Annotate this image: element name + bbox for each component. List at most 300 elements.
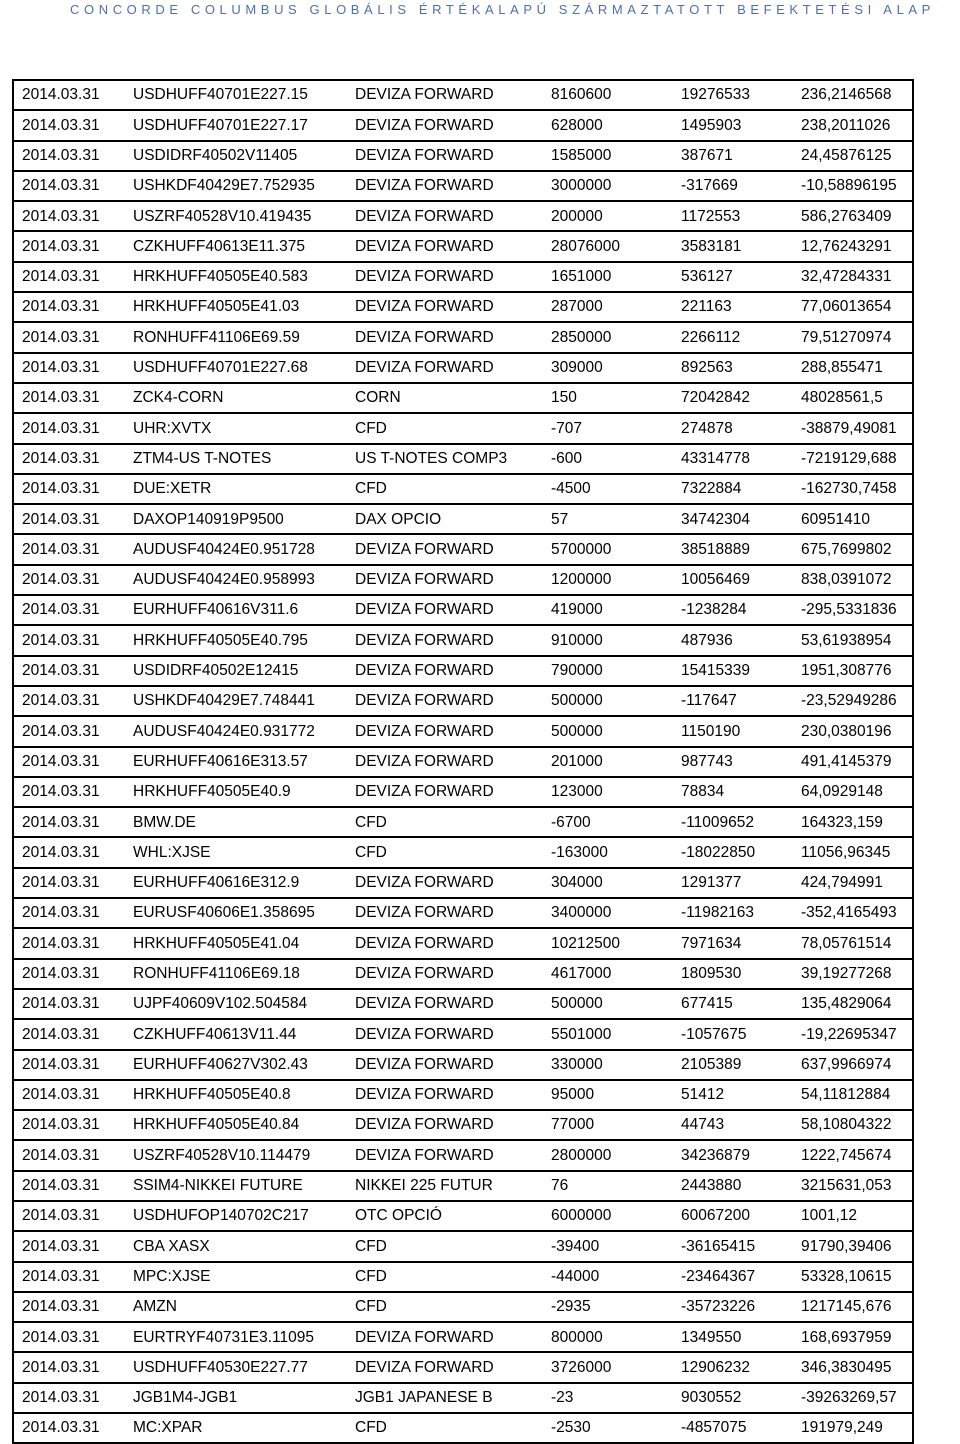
- instrument-cell: HRKHUFF40505E40.583: [125, 262, 347, 292]
- type-cell: DEVIZA FORWARD: [347, 868, 543, 898]
- type-cell: DEVIZA FORWARD: [347, 231, 543, 261]
- table-row: [13, 1383, 913, 1413]
- market-value-cell: -4857075: [673, 1413, 793, 1443]
- type-cell: DEVIZA FORWARD: [347, 747, 543, 777]
- date-cell: 2014.03.31: [13, 807, 125, 837]
- type-cell: CFD: [347, 1262, 543, 1292]
- market-value-cell: -117647: [673, 686, 793, 716]
- price-cell: 586,2763409: [793, 201, 913, 231]
- market-value-cell: 892563: [673, 353, 793, 383]
- table-row: [13, 928, 913, 958]
- date-cell: 2014.03.31: [13, 959, 125, 989]
- type-cell: CFD: [347, 413, 543, 443]
- price-cell: 238,2011026: [793, 110, 913, 140]
- holdings-table: [12, 79, 914, 1444]
- quantity-cell: 123000: [543, 777, 673, 807]
- date-cell: 2014.03.31: [13, 1201, 125, 1231]
- table-row: [13, 777, 913, 807]
- quantity-cell: 95000: [543, 1080, 673, 1110]
- price-cell: 230,0380196: [793, 716, 913, 746]
- market-value-cell: 221163: [673, 292, 793, 322]
- type-cell: OTC OPCIÓ: [347, 1201, 543, 1231]
- instrument-cell: SSIM4-NIKKEI FUTURE: [125, 1171, 347, 1201]
- instrument-cell: BMW.DE: [125, 807, 347, 837]
- type-cell: CFD: [347, 837, 543, 867]
- market-value-cell: 987743: [673, 747, 793, 777]
- instrument-cell: USZRF40528V10.114479: [125, 1140, 347, 1170]
- quantity-cell: 6000000: [543, 1201, 673, 1231]
- market-value-cell: 72042842: [673, 383, 793, 413]
- price-cell: 11056,96345: [793, 837, 913, 867]
- price-cell: 346,3830495: [793, 1352, 913, 1382]
- date-cell: 2014.03.31: [13, 1413, 125, 1443]
- type-cell: DEVIZA FORWARD: [347, 1050, 543, 1080]
- date-cell: 2014.03.31: [13, 747, 125, 777]
- market-value-cell: 78834: [673, 777, 793, 807]
- market-value-cell: 1809530: [673, 959, 793, 989]
- price-cell: 164323,159: [793, 807, 913, 837]
- price-cell: 32,47284331: [793, 262, 913, 292]
- date-cell: 2014.03.31: [13, 1171, 125, 1201]
- quantity-cell: 910000: [543, 625, 673, 655]
- type-cell: DEVIZA FORWARD: [347, 262, 543, 292]
- date-cell: 2014.03.31: [13, 928, 125, 958]
- date-cell: 2014.03.31: [13, 80, 125, 110]
- market-value-cell: -1057675: [673, 1019, 793, 1049]
- price-cell: -352,4165493: [793, 898, 913, 928]
- quantity-cell: 77000: [543, 1110, 673, 1140]
- date-cell: 2014.03.31: [13, 1322, 125, 1352]
- table-row: [13, 837, 913, 867]
- quantity-cell: -23: [543, 1383, 673, 1413]
- date-cell: 2014.03.31: [13, 201, 125, 231]
- type-cell: DEVIZA FORWARD: [347, 1322, 543, 1352]
- instrument-cell: RONHUFF41106E69.59: [125, 322, 347, 352]
- market-value-cell: 15415339: [673, 656, 793, 686]
- market-value-cell: 34236879: [673, 1140, 793, 1170]
- instrument-cell: CBA XASX: [125, 1231, 347, 1261]
- date-cell: 2014.03.31: [13, 1019, 125, 1049]
- type-cell: CFD: [347, 474, 543, 504]
- instrument-cell: RONHUFF41106E69.18: [125, 959, 347, 989]
- date-cell: 2014.03.31: [13, 1050, 125, 1080]
- price-cell: -7219129,688: [793, 444, 913, 474]
- price-cell: 48028561,5: [793, 383, 913, 413]
- price-cell: 77,06013654: [793, 292, 913, 322]
- date-cell: 2014.03.31: [13, 1080, 125, 1110]
- price-cell: 135,4829064: [793, 989, 913, 1019]
- type-cell: DEVIZA FORWARD: [347, 777, 543, 807]
- quantity-cell: 500000: [543, 989, 673, 1019]
- instrument-cell: HRKHUFF40505E41.04: [125, 928, 347, 958]
- price-cell: 39,19277268: [793, 959, 913, 989]
- instrument-cell: AUDUSF40424E0.951728: [125, 534, 347, 564]
- market-value-cell: -23464367: [673, 1262, 793, 1292]
- table-row: [13, 80, 913, 110]
- instrument-cell: AUDUSF40424E0.931772: [125, 716, 347, 746]
- instrument-cell: USDHUFF40701E227.15: [125, 80, 347, 110]
- price-cell: 168,6937959: [793, 1322, 913, 1352]
- type-cell: DEVIZA FORWARD: [347, 80, 543, 110]
- table-row: [13, 201, 913, 231]
- market-value-cell: -18022850: [673, 837, 793, 867]
- quantity-cell: -6700: [543, 807, 673, 837]
- instrument-cell: UJPF40609V102.504584: [125, 989, 347, 1019]
- price-cell: 424,794991: [793, 868, 913, 898]
- instrument-cell: EURHUFF40627V302.43: [125, 1050, 347, 1080]
- date-cell: 2014.03.31: [13, 292, 125, 322]
- type-cell: CFD: [347, 1292, 543, 1322]
- instrument-cell: EURHUFF40616V311.6: [125, 595, 347, 625]
- table-row: [13, 747, 913, 777]
- instrument-cell: USDHUFF40701E227.68: [125, 353, 347, 383]
- table-row: [13, 1231, 913, 1261]
- table-row: [13, 231, 913, 261]
- table-row: [13, 1019, 913, 1049]
- market-value-cell: 51412: [673, 1080, 793, 1110]
- date-cell: 2014.03.31: [13, 868, 125, 898]
- price-cell: 79,51270974: [793, 322, 913, 352]
- quantity-cell: 3000000: [543, 171, 673, 201]
- date-cell: 2014.03.31: [13, 656, 125, 686]
- price-cell: 78,05761514: [793, 928, 913, 958]
- price-cell: -162730,7458: [793, 474, 913, 504]
- date-cell: 2014.03.31: [13, 686, 125, 716]
- type-cell: DEVIZA FORWARD: [347, 171, 543, 201]
- date-cell: 2014.03.31: [13, 110, 125, 140]
- market-value-cell: -317669: [673, 171, 793, 201]
- quantity-cell: -39400: [543, 1231, 673, 1261]
- price-cell: 491,4145379: [793, 747, 913, 777]
- table-row: [13, 1262, 913, 1292]
- type-cell: DEVIZA FORWARD: [347, 716, 543, 746]
- market-value-cell: 9030552: [673, 1383, 793, 1413]
- date-cell: 2014.03.31: [13, 1292, 125, 1322]
- quantity-cell: 28076000: [543, 231, 673, 261]
- date-cell: 2014.03.31: [13, 625, 125, 655]
- type-cell: DAX OPCIO: [347, 504, 543, 534]
- instrument-cell: AMZN: [125, 1292, 347, 1322]
- quantity-cell: 150: [543, 383, 673, 413]
- instrument-cell: DUE:XETR: [125, 474, 347, 504]
- table-row: [13, 898, 913, 928]
- price-cell: 1222,745674: [793, 1140, 913, 1170]
- date-cell: 2014.03.31: [13, 262, 125, 292]
- table-row: [13, 171, 913, 201]
- quantity-cell: -44000: [543, 1262, 673, 1292]
- date-cell: 2014.03.31: [13, 413, 125, 443]
- date-cell: 2014.03.31: [13, 1231, 125, 1261]
- market-value-cell: 12906232: [673, 1352, 793, 1382]
- table-row: [13, 1080, 913, 1110]
- type-cell: JGB1 JAPANESE B: [347, 1383, 543, 1413]
- quantity-cell: 57: [543, 504, 673, 534]
- market-value-cell: 1172553: [673, 201, 793, 231]
- quantity-cell: 8160600: [543, 80, 673, 110]
- table-row: [13, 595, 913, 625]
- date-cell: 2014.03.31: [13, 898, 125, 928]
- holdings-table-body: [13, 80, 913, 1443]
- type-cell: DEVIZA FORWARD: [347, 534, 543, 564]
- table-row: [13, 716, 913, 746]
- date-cell: 2014.03.31: [13, 777, 125, 807]
- table-row: [13, 262, 913, 292]
- price-cell: 1217145,676: [793, 1292, 913, 1322]
- instrument-cell: MC:XPAR: [125, 1413, 347, 1443]
- price-cell: -23,52949286: [793, 686, 913, 716]
- table-row: [13, 444, 913, 474]
- instrument-cell: EURUSF40606E1.358695: [125, 898, 347, 928]
- instrument-cell: USZRF40528V10.419435: [125, 201, 347, 231]
- date-cell: 2014.03.31: [13, 534, 125, 564]
- price-cell: 53328,10615: [793, 1262, 913, 1292]
- price-cell: -10,58896195: [793, 171, 913, 201]
- instrument-cell: CZKHUFF40613E11.375: [125, 231, 347, 261]
- price-cell: 236,2146568: [793, 80, 913, 110]
- type-cell: CFD: [347, 1413, 543, 1443]
- market-value-cell: -36165415: [673, 1231, 793, 1261]
- quantity-cell: 201000: [543, 747, 673, 777]
- date-cell: 2014.03.31: [13, 141, 125, 171]
- market-value-cell: 7322884: [673, 474, 793, 504]
- quantity-cell: 1585000: [543, 141, 673, 171]
- instrument-cell: AUDUSF40424E0.958993: [125, 565, 347, 595]
- type-cell: DEVIZA FORWARD: [347, 656, 543, 686]
- type-cell: DEVIZA FORWARD: [347, 928, 543, 958]
- market-value-cell: 43314778: [673, 444, 793, 474]
- price-cell: -38879,49081: [793, 413, 913, 443]
- quantity-cell: -163000: [543, 837, 673, 867]
- market-value-cell: -35723226: [673, 1292, 793, 1322]
- type-cell: DEVIZA FORWARD: [347, 565, 543, 595]
- market-value-cell: 677415: [673, 989, 793, 1019]
- table-row: [13, 868, 913, 898]
- market-value-cell: 1349550: [673, 1322, 793, 1352]
- quantity-cell: 2850000: [543, 322, 673, 352]
- type-cell: NIKKEI 225 FUTUR: [347, 1171, 543, 1201]
- quantity-cell: 200000: [543, 201, 673, 231]
- type-cell: DEVIZA FORWARD: [347, 1140, 543, 1170]
- table-row: [13, 110, 913, 140]
- table-row: [13, 353, 913, 383]
- market-value-cell: -11982163: [673, 898, 793, 928]
- price-cell: 1951,308776: [793, 656, 913, 686]
- quantity-cell: 1200000: [543, 565, 673, 595]
- market-value-cell: 536127: [673, 262, 793, 292]
- date-cell: 2014.03.31: [13, 1110, 125, 1140]
- date-cell: 2014.03.31: [13, 353, 125, 383]
- quantity-cell: 1651000: [543, 262, 673, 292]
- type-cell: CFD: [347, 807, 543, 837]
- instrument-cell: EURHUFF40616E313.57: [125, 747, 347, 777]
- instrument-cell: USDIDRF40502E12415: [125, 656, 347, 686]
- price-cell: 3215631,053: [793, 1171, 913, 1201]
- quantity-cell: 309000: [543, 353, 673, 383]
- type-cell: DEVIZA FORWARD: [347, 110, 543, 140]
- instrument-cell: HRKHUFF40505E41.03: [125, 292, 347, 322]
- date-cell: 2014.03.31: [13, 231, 125, 261]
- type-cell: CFD: [347, 1231, 543, 1261]
- table-row: [13, 1171, 913, 1201]
- table-row: [13, 1292, 913, 1322]
- table-row: [13, 534, 913, 564]
- market-value-cell: 2443880: [673, 1171, 793, 1201]
- instrument-cell: JGB1M4-JGB1: [125, 1383, 347, 1413]
- table-row: [13, 807, 913, 837]
- instrument-cell: ZTM4-US T-NOTES: [125, 444, 347, 474]
- instrument-cell: USDHUFOP140702C217: [125, 1201, 347, 1231]
- date-cell: 2014.03.31: [13, 565, 125, 595]
- type-cell: DEVIZA FORWARD: [347, 141, 543, 171]
- market-value-cell: 38518889: [673, 534, 793, 564]
- type-cell: DEVIZA FORWARD: [347, 1019, 543, 1049]
- price-cell: 191979,249: [793, 1413, 913, 1443]
- table-row: [13, 141, 913, 171]
- price-cell: 24,45876125: [793, 141, 913, 171]
- market-value-cell: 10056469: [673, 565, 793, 595]
- quantity-cell: 3400000: [543, 898, 673, 928]
- price-cell: 53,61938954: [793, 625, 913, 655]
- date-cell: 2014.03.31: [13, 1383, 125, 1413]
- table-row: [13, 1322, 913, 1352]
- quantity-cell: 304000: [543, 868, 673, 898]
- price-cell: -295,5331836: [793, 595, 913, 625]
- type-cell: DEVIZA FORWARD: [347, 1352, 543, 1382]
- type-cell: DEVIZA FORWARD: [347, 353, 543, 383]
- quantity-cell: 628000: [543, 110, 673, 140]
- market-value-cell: -1238284: [673, 595, 793, 625]
- instrument-cell: CZKHUFF40613V11.44: [125, 1019, 347, 1049]
- quantity-cell: 500000: [543, 686, 673, 716]
- market-value-cell: 3583181: [673, 231, 793, 261]
- instrument-cell: EURHUFF40616E312.9: [125, 868, 347, 898]
- date-cell: 2014.03.31: [13, 1262, 125, 1292]
- instrument-cell: HRKHUFF40505E40.8: [125, 1080, 347, 1110]
- type-cell: DEVIZA FORWARD: [347, 201, 543, 231]
- table-row: [13, 1413, 913, 1443]
- instrument-cell: USHKDF40429E7.752935: [125, 171, 347, 201]
- quantity-cell: 4617000: [543, 959, 673, 989]
- price-cell: 58,10804322: [793, 1110, 913, 1140]
- table-row: [13, 989, 913, 1019]
- quantity-cell: 76: [543, 1171, 673, 1201]
- table-row: [13, 504, 913, 534]
- market-value-cell: 7971634: [673, 928, 793, 958]
- instrument-cell: ZCK4-CORN: [125, 383, 347, 413]
- price-cell: 1001,12: [793, 1201, 913, 1231]
- type-cell: DEVIZA FORWARD: [347, 686, 543, 716]
- quantity-cell: 800000: [543, 1322, 673, 1352]
- table-row: [13, 1110, 913, 1140]
- instrument-cell: USDHUFF40530E227.77: [125, 1352, 347, 1382]
- quantity-cell: -2935: [543, 1292, 673, 1322]
- instrument-cell: WHL:XJSE: [125, 837, 347, 867]
- price-cell: 838,0391072: [793, 565, 913, 595]
- price-cell: 54,11812884: [793, 1080, 913, 1110]
- type-cell: DEVIZA FORWARD: [347, 625, 543, 655]
- instrument-cell: HRKHUFF40505E40.9: [125, 777, 347, 807]
- type-cell: DEVIZA FORWARD: [347, 989, 543, 1019]
- market-value-cell: 1150190: [673, 716, 793, 746]
- price-cell: 637,9966974: [793, 1050, 913, 1080]
- date-cell: 2014.03.31: [13, 383, 125, 413]
- instrument-cell: USHKDF40429E7.748441: [125, 686, 347, 716]
- instrument-cell: HRKHUFF40505E40.84: [125, 1110, 347, 1140]
- table-row: [13, 474, 913, 504]
- market-value-cell: -11009652: [673, 807, 793, 837]
- price-cell: 64,0929148: [793, 777, 913, 807]
- quantity-cell: 2800000: [543, 1140, 673, 1170]
- market-value-cell: 2105389: [673, 1050, 793, 1080]
- table-row: [13, 565, 913, 595]
- market-value-cell: 60067200: [673, 1201, 793, 1231]
- quantity-cell: 3726000: [543, 1352, 673, 1382]
- type-cell: US T-NOTES COMP3: [347, 444, 543, 474]
- market-value-cell: 487936: [673, 625, 793, 655]
- table-row: [13, 322, 913, 352]
- instrument-cell: DAXOP140919P9500: [125, 504, 347, 534]
- price-cell: -39263269,57: [793, 1383, 913, 1413]
- date-cell: 2014.03.31: [13, 322, 125, 352]
- instrument-cell: HRKHUFF40505E40.795: [125, 625, 347, 655]
- quantity-cell: -4500: [543, 474, 673, 504]
- type-cell: DEVIZA FORWARD: [347, 1080, 543, 1110]
- market-value-cell: 1291377: [673, 868, 793, 898]
- price-cell: 12,76243291: [793, 231, 913, 261]
- type-cell: DEVIZA FORWARD: [347, 1110, 543, 1140]
- price-cell: 60951410: [793, 504, 913, 534]
- quantity-cell: 790000: [543, 656, 673, 686]
- market-value-cell: 34742304: [673, 504, 793, 534]
- quantity-cell: -2530: [543, 1413, 673, 1443]
- instrument-cell: USDIDRF40502V11405: [125, 141, 347, 171]
- type-cell: DEVIZA FORWARD: [347, 959, 543, 989]
- type-cell: DEVIZA FORWARD: [347, 595, 543, 625]
- price-cell: 91790,39406: [793, 1231, 913, 1261]
- type-cell: DEVIZA FORWARD: [347, 322, 543, 352]
- quantity-cell: -600: [543, 444, 673, 474]
- market-value-cell: 2266112: [673, 322, 793, 352]
- type-cell: CORN: [347, 383, 543, 413]
- table-row: [13, 1352, 913, 1382]
- table-row: [13, 959, 913, 989]
- date-cell: 2014.03.31: [13, 1352, 125, 1382]
- date-cell: 2014.03.31: [13, 716, 125, 746]
- quantity-cell: 419000: [543, 595, 673, 625]
- date-cell: 2014.03.31: [13, 595, 125, 625]
- quantity-cell: -707: [543, 413, 673, 443]
- date-cell: 2014.03.31: [13, 474, 125, 504]
- instrument-cell: USDHUFF40701E227.17: [125, 110, 347, 140]
- price-cell: 675,7699802: [793, 534, 913, 564]
- table-row: [13, 625, 913, 655]
- quantity-cell: 287000: [543, 292, 673, 322]
- market-value-cell: 387671: [673, 141, 793, 171]
- market-value-cell: 44743: [673, 1110, 793, 1140]
- instrument-cell: EURTRYF40731E3.11095: [125, 1322, 347, 1352]
- type-cell: DEVIZA FORWARD: [347, 292, 543, 322]
- price-cell: -19,22695347: [793, 1019, 913, 1049]
- date-cell: 2014.03.31: [13, 444, 125, 474]
- table-row: [13, 1201, 913, 1231]
- table-row: [13, 686, 913, 716]
- date-cell: 2014.03.31: [13, 504, 125, 534]
- price-cell: 288,855471: [793, 353, 913, 383]
- table-row: [13, 1050, 913, 1080]
- market-value-cell: 274878: [673, 413, 793, 443]
- quantity-cell: 500000: [543, 716, 673, 746]
- quantity-cell: 330000: [543, 1050, 673, 1080]
